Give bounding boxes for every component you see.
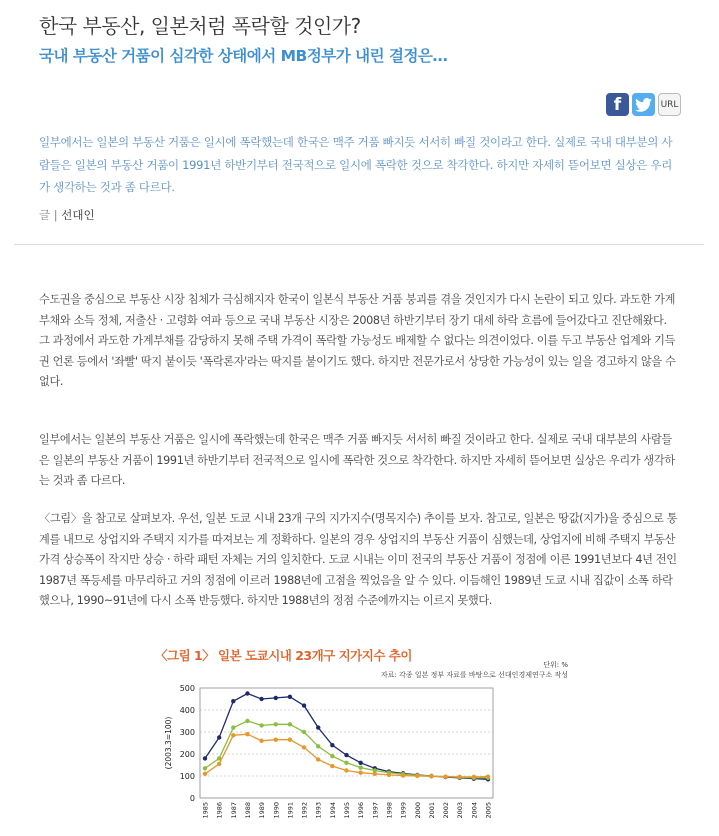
x-tick-label: 1986: [215, 802, 224, 819]
figure: [150, 646, 580, 836]
series-1-point: [259, 697, 263, 701]
x-tick-label: 2003: [456, 802, 465, 819]
series-1-point: [203, 756, 207, 760]
series-3-point: [387, 773, 391, 777]
y-axis-label: (2003.3=100): [164, 716, 173, 770]
series-1-point: [288, 695, 292, 699]
series-1-point: [316, 725, 320, 729]
body-paragraph: 〈그림〉을 참고로 살펴보자. 우선, 일본 도쿄 시내 23개 구의 지가지수(명목지수) 추이를 보자. 참고로, 일본은 땅값(지가)을 중심으로 통계를 내므로 상업지와 주택지 지가를 따져보는 게 정확하다. 일본의 경우 상업지의 부동산 거품이 심했는데, 상업지에 비해 주택지 부동산 가격 상승폭이 작지만 상승 · 하락 패턴 자체는 거의 일치한다. 도쿄 시내는 이미 전국의 부동산 거품이 정점에 이른 1991년보다 4년 전인 1987년 폭등세를 마무리하고 거의 정점에 이르러 1988년에 고점을 찍었음을 알 수 있다. 이듬해인 1989년 도쿄 시내 집값이 소폭 하락했으나, 1990~91년에 다시 소폭 반등했다. 하지만 1988년의 정점 수준에까지는 이르지 못했다.: [39, 512, 678, 607]
x-tick-label: 2001: [427, 802, 436, 819]
x-tick-label: 1997: [371, 802, 380, 819]
series-3-point: [401, 773, 405, 777]
series-3-point: [358, 771, 362, 775]
y-tick-label: 400: [179, 706, 195, 715]
series-3-point: [429, 774, 433, 778]
y-tick-label: 500: [179, 684, 195, 693]
series-1-point: [302, 703, 306, 707]
x-tick-label: 1990: [272, 802, 281, 819]
author-name: 선대인: [61, 208, 95, 222]
body-paragraph: 수도권을 중심으로 부동산 시장 침체가 극심해지자 한국이 일본식 부동산 거품 붕괴를 겪을 것인지가 다시 논란이 되고 있다. 과도한 가계부채와 소득 정체, 저출산 · 고령화 여파 등으로 국내 부동산 시장은 2008년 하반기부터 장기 대세 하락 흐름에 들어갔다고 진단해왔다. 그 과정에서 과도한 가계부채를 감당하지 못해 주택 가격이 폭락할 가능성도 배제할 수 없다는 의견이었다. 이를 두고 부동산 업계와 기득권 언론 등에서 '좌빨' 딱지 붙이듯 '폭락론자'라는 딱지를 붙이기도 했다. 하지만 전문가로서 상당한 가능성이 있는 일을 경고하지 않을 수 없다.: [39, 293, 676, 388]
series-3-point: [344, 768, 348, 772]
x-tick-label: 1999: [399, 802, 408, 819]
figure-unit: 단위: %: [543, 661, 568, 669]
series-3-point: [373, 772, 377, 776]
twitter-share-button[interactable]: [632, 93, 655, 116]
series-2-point: [358, 765, 362, 769]
url-label: URL: [660, 99, 679, 110]
facebook-share-button[interactable]: [606, 93, 629, 116]
x-tick-label: 1993: [314, 802, 323, 819]
series-3-point: [203, 772, 207, 776]
body-paragraph: 일부에서는 일본의 부동산 거품은 일시에 폭락했는데 한국은 맥주 거품 빠지듯 서서히 빠질 것이라고 한다. 실제로 국내 대부분의 사람들은 일본의 부동산 거품이 1991년 하반기부터 전국적으로 일시에 폭락한 것으로 착각한다. 하지만 자세히 뜯어보면 실상은 우리가 생각하는 것과 좀 다르다.: [39, 433, 675, 487]
x-tick-label: 1994: [328, 802, 337, 819]
series-3-point: [245, 732, 249, 736]
land-price-chart: [150, 646, 580, 836]
x-tick-label: 2004: [470, 802, 479, 819]
series-1-point: [231, 699, 235, 703]
figure-source: 자료: 각종 일본 정부 자료를 바탕으로 선대인경제연구소 작성: [381, 671, 568, 679]
article-lead: 일부에서는 일본의 부동산 거품은 일시에 폭락했는데 한국은 맥주 거품 빠지듯 서서히 빠질 것이라고 한다. 실제로 국내 대부분의 사람들은 일본의 부동산 거품이 1991년 하반기부터 전국적으로 일시에 폭락한 것으로 착각한다. 하지만 자세히 뜯어보면 실상은 우리가 생각하는 것과 좀 다르다.: [39, 135, 673, 194]
series-3-point: [302, 745, 306, 749]
x-tick-label: 1995: [343, 802, 351, 819]
x-tick-label: 2005: [484, 802, 493, 819]
series-1-point: [344, 753, 348, 757]
series-2-point: [231, 725, 235, 729]
series-2-point: [203, 766, 207, 770]
series-3-point: [231, 733, 235, 737]
series-3-point: [415, 774, 419, 778]
copy-url-button[interactable]: [658, 93, 681, 116]
series-3-point: [330, 764, 334, 768]
twitter-icon: [635, 98, 652, 112]
series-2-point: [330, 754, 334, 758]
article-title: 한국 부동산, 일본처럼 폭락할 것인가?: [39, 14, 361, 38]
series-3-point: [458, 775, 462, 779]
x-tick-label: 1988: [243, 802, 252, 819]
series-1-point: [217, 735, 221, 739]
x-tick-label: 2000: [413, 802, 422, 819]
series-3-point: [486, 774, 490, 778]
series-2-point: [302, 730, 306, 734]
series-1-point: [274, 696, 278, 700]
x-tick-label: 1985: [201, 802, 210, 819]
x-tick-label: 1991: [286, 802, 295, 819]
facebook-icon: f: [613, 94, 622, 115]
x-tick-label: 1992: [300, 802, 309, 819]
series-2-point: [245, 719, 249, 723]
series-1-point: [358, 761, 362, 765]
article-subtitle: 국내 부동산 거품이 심각한 상태에서 MB정부가 내린 결정은…: [39, 47, 448, 65]
series-3-point: [259, 739, 263, 743]
divider: [14, 244, 704, 245]
series-2-point: [344, 761, 348, 765]
x-tick-label: 2002: [442, 802, 451, 819]
plot-area: [200, 688, 493, 798]
series-2-point: [288, 722, 292, 726]
byline: [39, 207, 95, 223]
series-3-point: [288, 738, 292, 742]
series-2-point: [259, 723, 263, 727]
series-2-point: [274, 722, 278, 726]
y-tick-label: 300: [179, 728, 195, 737]
x-tick-label: 1996: [357, 802, 366, 819]
x-tick-label: 1989: [258, 802, 267, 819]
series-3-point: [443, 774, 447, 778]
x-tick-label: 1998: [385, 802, 394, 819]
x-tick-label: 1987: [229, 802, 238, 819]
series-3-point: [472, 775, 476, 779]
series-2-point: [316, 744, 320, 748]
series-3-point: [316, 757, 320, 761]
byline-prefix: 글 |: [39, 208, 62, 222]
series-1-point: [330, 743, 334, 747]
series-3-point: [274, 738, 278, 742]
share-buttons: [606, 93, 681, 116]
y-tick-label: 0: [189, 794, 195, 803]
series-3-point: [217, 762, 221, 766]
y-tick-label: 200: [179, 750, 195, 759]
series-1-point: [245, 691, 249, 695]
figure-title: 〈그림 1〉 일본 도쿄시내 23개구 지가지수 추이: [155, 648, 412, 663]
y-tick-label: 100: [179, 772, 195, 781]
